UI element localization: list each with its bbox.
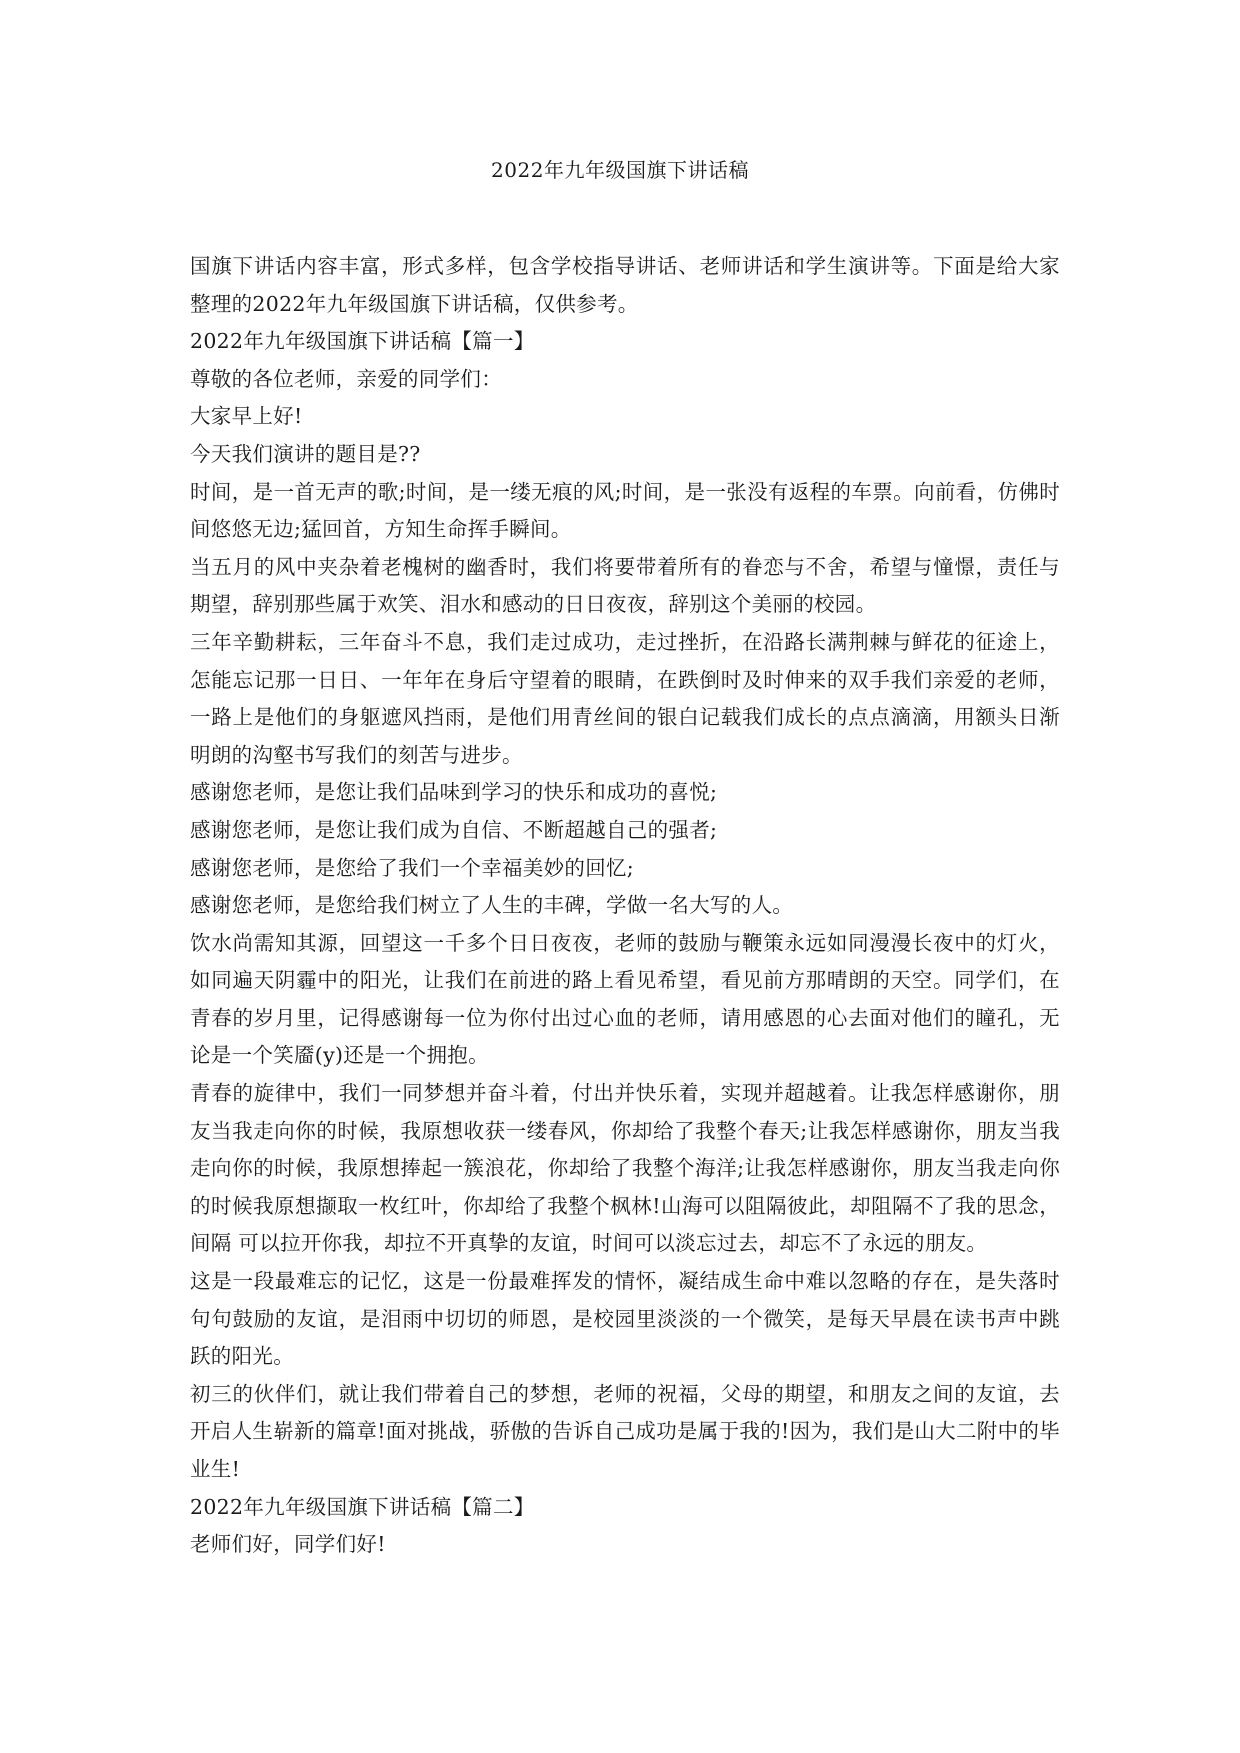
body-paragraph: 饮水尚需知其源，回望这一千多个日日夜夜，老师的鼓励与鞭策永远如同漫漫长夜中的灯火，如同遍天阴霾中的阳光，让我们在前进的路上看见希望，看见前方那晴朗的天空。同学们，在青春的岁月里，记得感谢每一位为你付出过心血的老师，请用感恩的心去面对他们的瞳孔，无论是一个笑靥(y)还是一个拥抱。 bbox=[190, 930, 1060, 1068]
greeting: 老师们好，同学们好! bbox=[190, 1532, 386, 1557]
greeting: 大家早上好! bbox=[190, 404, 303, 429]
intro-paragraph: 国旗下讲话内容丰富，形式多样，包含学校指导讲话、老师讲话和学生演讲等。下面是给大家整理的2022年九年级国旗下讲话稿，仅供参考。 bbox=[190, 254, 1060, 316]
body-paragraph: 时间，是一首无声的歌;时间，是一缕无痕的风;时间，是一张没有返程的车票。向前看，仿佛时间悠悠无边;猛回首，方知生命挥手瞬间。 bbox=[190, 479, 1060, 542]
topic-line: 今天我们演讲的题目是?? bbox=[190, 441, 421, 466]
body-paragraph: 当五月的风中夹杂着老槐树的幽香时，我们将要带着所有的眷恋与不舍，希望与憧憬，责任与期望，辞别那些属于欢笑、泪水和感动的日日夜夜，辞别这个美丽的校园。 bbox=[190, 554, 1060, 617]
salutation: 尊敬的各位老师，亲爱的同学们： bbox=[190, 366, 502, 391]
document-body bbox=[190, 248, 1060, 1564]
body-paragraph: 这是一段最难忘的记忆，这是一份最难挥发的情怀，凝结成生命中难以忽略的存在，是失落时句句鼓励的友谊，是泪雨中切切的师恩，是校园里淡淡的一个微笑，是每天早晨在读书声中跳跃的阳光。 bbox=[190, 1269, 1060, 1369]
document-title: 2022年九年级国旗下讲话稿 bbox=[491, 158, 749, 182]
thanks-line: 感谢您老师，是您给我们树立了人生的丰碑，学做一名大写的人。 bbox=[190, 893, 794, 918]
body-paragraph: 青春的旋律中，我们一同梦想并奋斗着，付出并快乐着，实现并超越着。让我怎样感谢你，朋友当我走向你的时候，我原想收获一缕春风，你却给了我整个春天;让我怎样感谢你，朋友当我走向你的时候，我原想捧起一簇浪花，你却给了我整个海洋;让我怎样感谢你，朋友当我走向你的时候我原想撷取一枚红叶，你却给了我整个枫林!山海可以阻隔彼此，却阻隔不了我的思念，间隔 可以拉开你我，却拉不开真挚的友谊，时间可以淡忘过去，却忘不了永远的朋友。 bbox=[190, 1081, 1060, 1256]
section-heading-part-two: 2022年九年级国旗下讲话稿【篇二】 bbox=[190, 1494, 535, 1519]
thanks-line: 感谢您老师，是您让我们成为自信、不断超越自己的强者; bbox=[190, 817, 718, 842]
section-heading-part-one: 2022年九年级国旗下讲话稿【篇一】 bbox=[190, 329, 535, 354]
thanks-line: 感谢您老师，是您让我们品味到学习的快乐和成功的喜悦; bbox=[190, 780, 718, 805]
body-paragraph: 初三的伙伴们，就让我们带着自己的梦想，老师的祝福，父母的期望，和朋友之间的友谊，去开启人生崭新的篇章!面对挑战，骄傲的告诉自己成功是属于我的!因为，我们是山大二附中的毕业生! bbox=[190, 1381, 1060, 1481]
thanks-line: 感谢您老师，是您给了我们一个幸福美妙的回忆; bbox=[190, 855, 635, 880]
body-paragraph: 三年辛勤耕耘，三年奋斗不息，我们走过成功，走过挫折，在沿路长满荆棘与鲜花的征途上，怎能忘记那一日日、一年年在身后守望着的眼睛，在跌倒时及时伸来的双手我们亲爱的老师，一路上是他们的身躯遮风挡雨，是他们用青丝间的银白记载我们成长的点点滴滴，用额头日渐明朗的沟壑书写我们的刻苦与进步。 bbox=[190, 629, 1060, 767]
